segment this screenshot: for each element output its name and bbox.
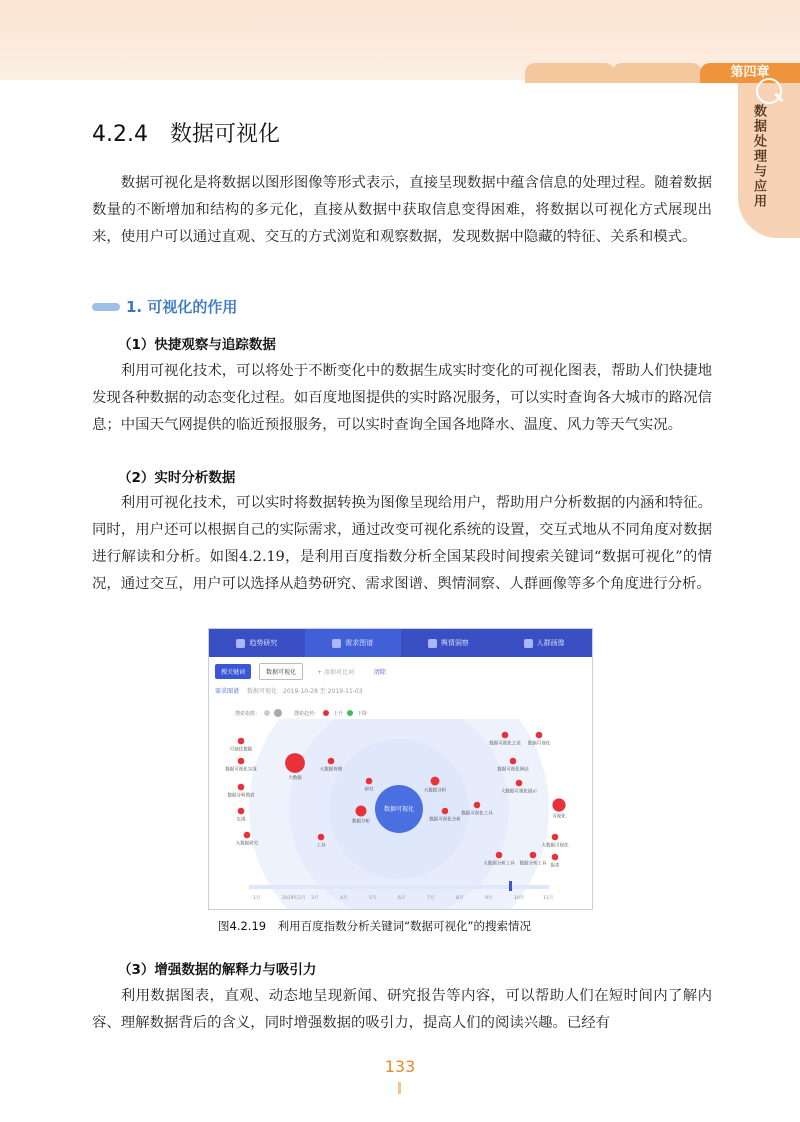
graph-node[interactable] bbox=[328, 758, 335, 765]
timeline-label: 1月 bbox=[253, 896, 261, 901]
graph-node[interactable] bbox=[238, 808, 245, 815]
figure-legend: 搜索指数： 搜索趋势： 上升 下降 bbox=[235, 710, 368, 717]
magnifier-icon bbox=[756, 78, 782, 104]
timeline-handle[interactable] bbox=[509, 881, 512, 891]
timeline-label: 9月 bbox=[485, 896, 493, 901]
graph-node-label: 数据分析 bbox=[352, 819, 370, 825]
figure-tab[interactable]: 需求图谱 bbox=[305, 629, 401, 657]
intro-paragraph: 数据可视化是将数据以图形图像等形式表示，直接呈现数据中蕴含信息的处理过程。随着数据数量的不断增加和结构的多元化，直接从数据中获取信息变得困难，将数据以可视化方式展现出来，使用户可以通过直观、交互的方式浏览和观察数据，发现数据中隐藏的特征、关系和模式。 bbox=[92, 175, 712, 245]
graph-node[interactable] bbox=[516, 780, 523, 787]
figure-nav bbox=[209, 629, 592, 657]
graph-node-label: 实现 bbox=[236, 817, 246, 823]
graph-node[interactable] bbox=[510, 758, 517, 765]
subsection-title: 1. 可视化的作用 bbox=[126, 298, 238, 316]
add-compare-button[interactable]: + 添加对比词 bbox=[317, 669, 354, 676]
timeline-track bbox=[249, 885, 549, 889]
graph-node[interactable] bbox=[442, 808, 449, 815]
timeline-label: 2019年2月 bbox=[282, 896, 306, 901]
graph-node[interactable] bbox=[318, 834, 325, 841]
graph-node-label: 数据可视化实战 bbox=[225, 767, 257, 773]
graph-node-label: 大数据管理 bbox=[319, 767, 343, 773]
graph-node[interactable] bbox=[356, 806, 367, 817]
timeline-label: 10月 bbox=[514, 896, 525, 901]
graph-node-label: 数据可视化之美 bbox=[489, 741, 521, 747]
figure-tab[interactable]: 人群画像 bbox=[496, 629, 592, 657]
reset-link[interactable]: 清除 bbox=[373, 669, 386, 676]
demand-graph bbox=[209, 719, 592, 909]
news-icon bbox=[428, 639, 437, 648]
side-chapter-title: 数据处理与应用 bbox=[751, 104, 766, 209]
graph-node[interactable] bbox=[530, 852, 537, 859]
item-paragraph: 利用可视化技术，可以实时将数据转换为图像呈现给用户，帮助用户分析数据的内涵和特征。同时，用户还可以根据自己的实际需求，通过改变可视化系统的设置，交互式地从不同角度对数据进行解读和分析。如图4.2.19，是利用百度指数分析全国某段时间搜索关键词“数据可视化”的情况，通过交互，用户可以选择从趋势研究、需求图谱、舆情洞察、人群画像等多个角度进行分析。 bbox=[92, 495, 712, 592]
graph-node[interactable] bbox=[552, 798, 565, 811]
graph-node[interactable] bbox=[238, 784, 245, 791]
graph-node-label: 大数据可视化 bbox=[541, 843, 569, 849]
figure-tab[interactable]: 趋势研究 bbox=[209, 629, 305, 657]
graph-node[interactable] bbox=[536, 732, 543, 739]
item-paragraph: 利用可视化技术，可以将处于不断变化中的数据生成实时变化的可视化图表，帮助人们快捷地发现各种数据的动态变化过程。如百度地图提供的实时路况服务，可以实时查询各大城市的路况信息；中国天气网提供的临近预报服务，可以实时查询全国各地降水、温度、风力等天气实况。 bbox=[92, 363, 712, 433]
graph-node-label: 大数据可视化展示 bbox=[501, 789, 537, 795]
timeline-label: 11月 bbox=[543, 896, 554, 901]
graph-node[interactable] bbox=[496, 852, 503, 859]
graph-node-label: 大数据研究 bbox=[235, 841, 259, 847]
page-tick bbox=[398, 1082, 401, 1094]
panel-title: 需求图谱 数据可视化 2019-10-28 至 2019-11-03 bbox=[215, 688, 363, 695]
graph-node[interactable] bbox=[502, 732, 509, 739]
timeline-label: 3月 bbox=[311, 896, 319, 901]
subsection-heading bbox=[92, 296, 237, 317]
item-paragraph: 利用数据图表，直观、动态地呈现新闻、研究报告等内容，可以帮助人们在短时间内了解内容、理解数据背后的含义，同时增强数据的吸引力，提高人们的阅读兴趣。已经有 bbox=[92, 988, 712, 1031]
figure-caption: 图4.2.19 利用百度指数分析关键词“数据可视化”的搜索情况 bbox=[218, 919, 531, 933]
item-heading: （3）增强数据的解释力与吸引力 bbox=[118, 962, 317, 978]
timeline-label: 6月 bbox=[398, 896, 406, 901]
graph-node-label: 数据分析工具 bbox=[519, 861, 547, 867]
item-heading: （1）快捷观察与追踪数据 bbox=[118, 337, 276, 353]
section-title: 4.2.4 数据可视化 bbox=[92, 122, 280, 147]
keyword-chip[interactable]: 数据可视化 bbox=[259, 663, 303, 680]
graph-node-label: 数据可视化工具 bbox=[461, 811, 493, 817]
figure-screenshot bbox=[208, 628, 593, 910]
graph-node-label: 大数据 bbox=[288, 775, 302, 781]
heading-bar-icon bbox=[92, 303, 120, 311]
graph-node[interactable] bbox=[238, 738, 245, 745]
graph-node[interactable] bbox=[366, 778, 373, 785]
people-icon bbox=[524, 639, 533, 648]
page-number: 133 bbox=[384, 1057, 416, 1076]
graph-node[interactable] bbox=[285, 753, 305, 773]
graph-icon bbox=[332, 639, 341, 648]
graph-node-label: 数据可视化 bbox=[527, 741, 551, 747]
timeline-label: 7月 bbox=[427, 896, 435, 901]
graph-node[interactable] bbox=[474, 802, 481, 809]
keyword-bar bbox=[209, 657, 592, 686]
graph-node-label: 报表 bbox=[550, 863, 560, 869]
graph-node-label: 可视化数据 bbox=[229, 747, 253, 753]
figure-tab[interactable]: 舆情洞察 bbox=[401, 629, 497, 657]
graph-node-label: 研究 bbox=[364, 787, 374, 793]
item-heading: （2）实时分析数据 bbox=[118, 470, 236, 486]
graph-node-label: 工具 bbox=[316, 843, 326, 849]
graph-node[interactable] bbox=[431, 777, 440, 786]
timeline-label: 5月 bbox=[369, 896, 377, 901]
graph-node-label: 数据可视化分析 bbox=[429, 817, 461, 823]
keyword-button[interactable]: 搜关键词 bbox=[215, 664, 251, 679]
graph-node-label: 数据分析图表 bbox=[227, 793, 255, 799]
graph-node[interactable] bbox=[552, 834, 559, 841]
graph-node[interactable] bbox=[552, 854, 559, 861]
graph-node-label: 数据可视化网站 bbox=[497, 767, 529, 773]
graph-node-label: 可视化 bbox=[552, 814, 566, 820]
graph-node[interactable] bbox=[238, 758, 245, 765]
chapter-tab: 第四章 bbox=[700, 63, 800, 83]
center-node-label: 数据可视化 bbox=[383, 806, 415, 813]
header-tab-decor bbox=[612, 63, 702, 83]
graph-node[interactable] bbox=[244, 832, 251, 839]
timeline-label: 8月 bbox=[456, 896, 464, 901]
timeline-label: 4月 bbox=[340, 896, 348, 901]
graph-node-label: 大数据分析工具 bbox=[483, 861, 515, 867]
graph-node-label: 大数据分析 bbox=[423, 788, 447, 794]
trend-icon bbox=[236, 639, 245, 648]
header-tab-decor bbox=[525, 63, 615, 83]
